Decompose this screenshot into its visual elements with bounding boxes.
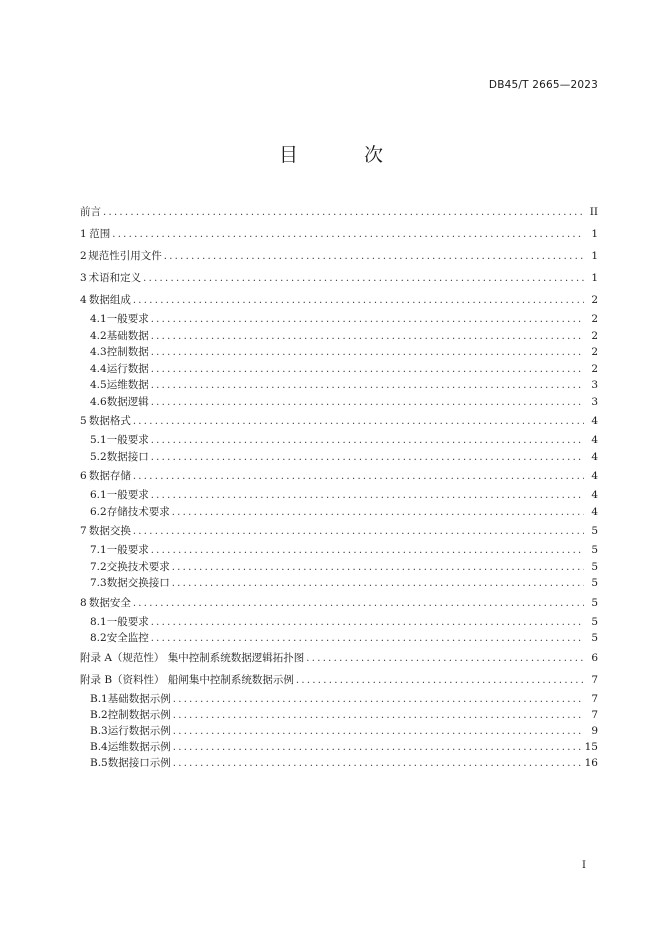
toc-leader-dots bbox=[133, 593, 584, 615]
toc-entry-number: 6 bbox=[80, 470, 87, 482]
toc-entry-page: 2 bbox=[591, 294, 598, 306]
toc-entry-page: 7 bbox=[591, 673, 598, 686]
toc-entry-number: B.2 bbox=[90, 708, 108, 721]
toc-entry-number: B.3 bbox=[90, 724, 108, 737]
toc-entry-page: 2 bbox=[591, 329, 598, 342]
toc-entry[interactable] bbox=[80, 575, 598, 592]
toc-entry[interactable] bbox=[80, 630, 598, 647]
toc-entry-number: 4.6 bbox=[90, 395, 107, 408]
toc-leader-dots bbox=[143, 268, 584, 290]
toc-leader-dots bbox=[173, 692, 584, 708]
toc-entry-label: 数据交换 bbox=[88, 525, 131, 537]
toc-entry-label: 运维数据 bbox=[106, 379, 149, 391]
toc-entry-number: 2 bbox=[80, 250, 87, 262]
toc-entry[interactable] bbox=[80, 394, 598, 411]
toc-entry[interactable] bbox=[80, 691, 598, 707]
toc-entry[interactable] bbox=[80, 755, 598, 771]
toc-leader-dots bbox=[133, 521, 584, 543]
toc-entry-label: 存储技术要求 bbox=[106, 505, 170, 518]
toc-leader-dots bbox=[173, 740, 581, 756]
toc-entry-page: 4 bbox=[591, 489, 598, 501]
toc-entry-page: 5 bbox=[591, 596, 598, 609]
toc-entry[interactable] bbox=[80, 432, 598, 449]
toc-leader-dots bbox=[112, 224, 584, 246]
toc-entry-number: 5.1 bbox=[90, 434, 107, 446]
toc-leader-dots bbox=[133, 411, 584, 433]
toc-entry-number: 7.2 bbox=[90, 560, 107, 573]
toc-entry-number: 5.2 bbox=[90, 450, 107, 463]
toc-entry-page: 1 bbox=[591, 272, 598, 284]
toc-leader-dots bbox=[172, 505, 584, 522]
toc-entry-number: 8 bbox=[80, 596, 87, 609]
toc-entry-number: B.4 bbox=[90, 740, 108, 753]
toc-leader-dots bbox=[151, 329, 584, 346]
toc-leader-dots bbox=[151, 312, 584, 329]
toc-leader-dots bbox=[151, 395, 584, 412]
toc-entry-number: 5 bbox=[80, 415, 87, 427]
toc-entry[interactable] bbox=[80, 487, 598, 504]
toc-leader-dots bbox=[173, 756, 581, 772]
toc-leader-dots bbox=[306, 648, 584, 670]
toc-entry-label: 控制数据 bbox=[106, 346, 149, 358]
toc-entry[interactable] bbox=[80, 559, 598, 576]
toc-entry-number: 4.4 bbox=[90, 362, 107, 375]
toc-leader-dots bbox=[151, 488, 584, 505]
toc-entry-page: 1 bbox=[591, 250, 598, 262]
toc-entry-label: 一般要求 bbox=[106, 489, 149, 501]
toc-leader-dots bbox=[133, 466, 584, 488]
toc-entry-label: 数据存储 bbox=[88, 470, 131, 482]
toc-entry-page: 1 bbox=[591, 228, 598, 240]
toc-entry-label: 运维数据示例 bbox=[107, 740, 171, 753]
toc-entry-page: 16 bbox=[584, 756, 598, 769]
toc-entry-number: 4.3 bbox=[90, 346, 107, 358]
toc-entry-number: 6.2 bbox=[90, 505, 107, 518]
toc-entry[interactable] bbox=[80, 223, 598, 245]
toc-entry-number: 1 bbox=[80, 228, 87, 240]
toc-entry-number: 4.5 bbox=[90, 379, 107, 391]
toc-entry[interactable] bbox=[80, 465, 598, 487]
toc-entry-page: II bbox=[589, 206, 598, 218]
toc-entry-page: 5 bbox=[591, 525, 598, 537]
toc-leader-dots bbox=[151, 615, 584, 632]
toc-entry-label: 数据接口 bbox=[106, 450, 149, 463]
toc-entry[interactable] bbox=[80, 201, 598, 223]
toc-entry[interactable] bbox=[80, 647, 598, 669]
toc-leader-dots bbox=[151, 378, 584, 395]
toc-entry-number: 6.1 bbox=[90, 489, 107, 501]
toc-entry-page: 2 bbox=[591, 346, 598, 358]
toc-entry[interactable] bbox=[80, 542, 598, 559]
toc-entry-number: 8.1 bbox=[90, 615, 107, 628]
toc-entry[interactable] bbox=[80, 289, 598, 311]
toc-leader-dots bbox=[296, 670, 584, 692]
toc-entry[interactable] bbox=[80, 614, 598, 631]
toc-entry-label: 规范性引用文件 bbox=[88, 250, 162, 262]
toc-entry-page: 3 bbox=[591, 379, 598, 391]
toc-entry-number: 8.2 bbox=[90, 632, 107, 644]
toc-entry-page: 9 bbox=[591, 724, 598, 737]
toc-entry[interactable] bbox=[80, 739, 598, 755]
toc-entry-page: 6 bbox=[591, 651, 598, 664]
toc-entry-label: 附录 B（资料性） 船闸集中控制系统数据示例 bbox=[80, 673, 294, 686]
toc-entry-label: 数据安全 bbox=[88, 596, 131, 609]
toc-entry[interactable] bbox=[80, 361, 598, 378]
page-title: 目 次 bbox=[278, 144, 414, 166]
toc-entry-page: 7 bbox=[591, 708, 598, 721]
toc-entry-page: 5 bbox=[591, 544, 598, 556]
toc-entry-label: 交换技术要求 bbox=[106, 560, 170, 573]
toc-entry-number: 7.1 bbox=[90, 544, 107, 556]
toc-entry-label: 一般要求 bbox=[106, 434, 149, 446]
toc-entry[interactable] bbox=[80, 328, 598, 345]
toc-entry-page: 7 bbox=[591, 692, 598, 705]
toc-entry-page: 4 bbox=[591, 434, 598, 446]
toc-entry-label: 一般要求 bbox=[106, 544, 149, 556]
toc-entry-label: 控制数据示例 bbox=[107, 708, 171, 721]
toc-entry-page: 4 bbox=[591, 450, 598, 463]
toc-entry[interactable] bbox=[80, 311, 598, 328]
toc-entry[interactable] bbox=[80, 723, 598, 739]
toc-entry-page: 4 bbox=[591, 415, 598, 427]
table-of-contents bbox=[80, 201, 598, 771]
toc-leader-dots bbox=[173, 708, 584, 724]
toc-entry-label: 数据接口示例 bbox=[107, 756, 171, 769]
toc-leader-dots bbox=[151, 345, 584, 362]
toc-leader-dots bbox=[164, 246, 584, 268]
toc-entry-label: 运行数据 bbox=[106, 362, 149, 375]
page-number: I bbox=[582, 860, 586, 871]
toc-entry-page: 5 bbox=[591, 615, 598, 628]
toc-entry-label: 范围 bbox=[89, 228, 111, 240]
toc-leader-dots bbox=[151, 543, 584, 560]
toc-entry-page: 5 bbox=[591, 560, 598, 573]
toc-entry-number: 7.3 bbox=[90, 577, 107, 589]
toc-entry-label: 基础数据 bbox=[106, 329, 149, 342]
toc-entry-label: 运行数据示例 bbox=[107, 724, 171, 737]
toc-entry[interactable] bbox=[80, 377, 598, 394]
toc-entry[interactable] bbox=[80, 504, 598, 521]
toc-entry-number: 4.2 bbox=[90, 329, 107, 342]
toc-entry-number: B.5 bbox=[90, 756, 108, 769]
toc-entry-label: 前言 bbox=[80, 206, 101, 218]
document-code: DB45/T 2665—2023 bbox=[488, 79, 598, 91]
toc-leader-dots bbox=[173, 724, 584, 740]
toc-entry-number: 3 bbox=[80, 272, 87, 284]
toc-entry-label: 一般要求 bbox=[106, 313, 149, 325]
toc-leader-dots bbox=[103, 202, 584, 224]
toc-entry-label: 数据逻辑 bbox=[106, 395, 149, 408]
toc-entry-number: 4.1 bbox=[90, 313, 107, 325]
toc-leader-dots bbox=[133, 290, 584, 312]
toc-entry-label: 术语和定义 bbox=[88, 272, 142, 284]
toc-entry[interactable] bbox=[80, 520, 598, 542]
toc-entry-label: 基础数据示例 bbox=[107, 692, 171, 705]
toc-entry[interactable] bbox=[80, 707, 598, 723]
toc-leader-dots bbox=[172, 576, 584, 593]
toc-entry-label: 一般要求 bbox=[106, 615, 149, 628]
toc-entry-label: 附录 A（规范性） 集中控制系统数据逻辑拓扑图 bbox=[80, 651, 305, 664]
toc-entry[interactable] bbox=[80, 410, 598, 432]
toc-entry[interactable] bbox=[80, 449, 598, 466]
toc-leader-dots bbox=[151, 433, 584, 450]
toc-entry-page: 4 bbox=[591, 505, 598, 518]
toc-entry[interactable] bbox=[80, 592, 598, 614]
toc-entry-label: 安全监控 bbox=[106, 632, 149, 644]
toc-entry-page: 5 bbox=[591, 577, 598, 589]
toc-leader-dots bbox=[151, 450, 584, 467]
toc-entry-label: 数据格式 bbox=[88, 415, 131, 427]
toc-leader-dots bbox=[172, 560, 584, 577]
toc-entry-page: 2 bbox=[591, 313, 598, 325]
toc-entry-number: 4 bbox=[80, 294, 87, 306]
toc-entry-page: 5 bbox=[591, 632, 598, 644]
toc-entry[interactable] bbox=[80, 245, 598, 267]
toc-entry-number: 7 bbox=[80, 525, 87, 537]
toc-leader-dots bbox=[151, 631, 584, 648]
toc-entry-label: 数据组成 bbox=[88, 294, 131, 306]
toc-entry-page: 2 bbox=[591, 362, 598, 375]
toc-entry[interactable] bbox=[80, 669, 598, 691]
toc-entry-page: 4 bbox=[591, 470, 598, 482]
toc-entry-number: B.1 bbox=[90, 692, 108, 705]
toc-entry[interactable] bbox=[80, 344, 598, 361]
toc-entry-page: 15 bbox=[584, 740, 598, 753]
toc-entry-page: 3 bbox=[591, 395, 598, 408]
toc-entry-label: 数据交换接口 bbox=[106, 577, 170, 589]
toc-entry[interactable] bbox=[80, 267, 598, 289]
toc-leader-dots bbox=[151, 362, 584, 379]
